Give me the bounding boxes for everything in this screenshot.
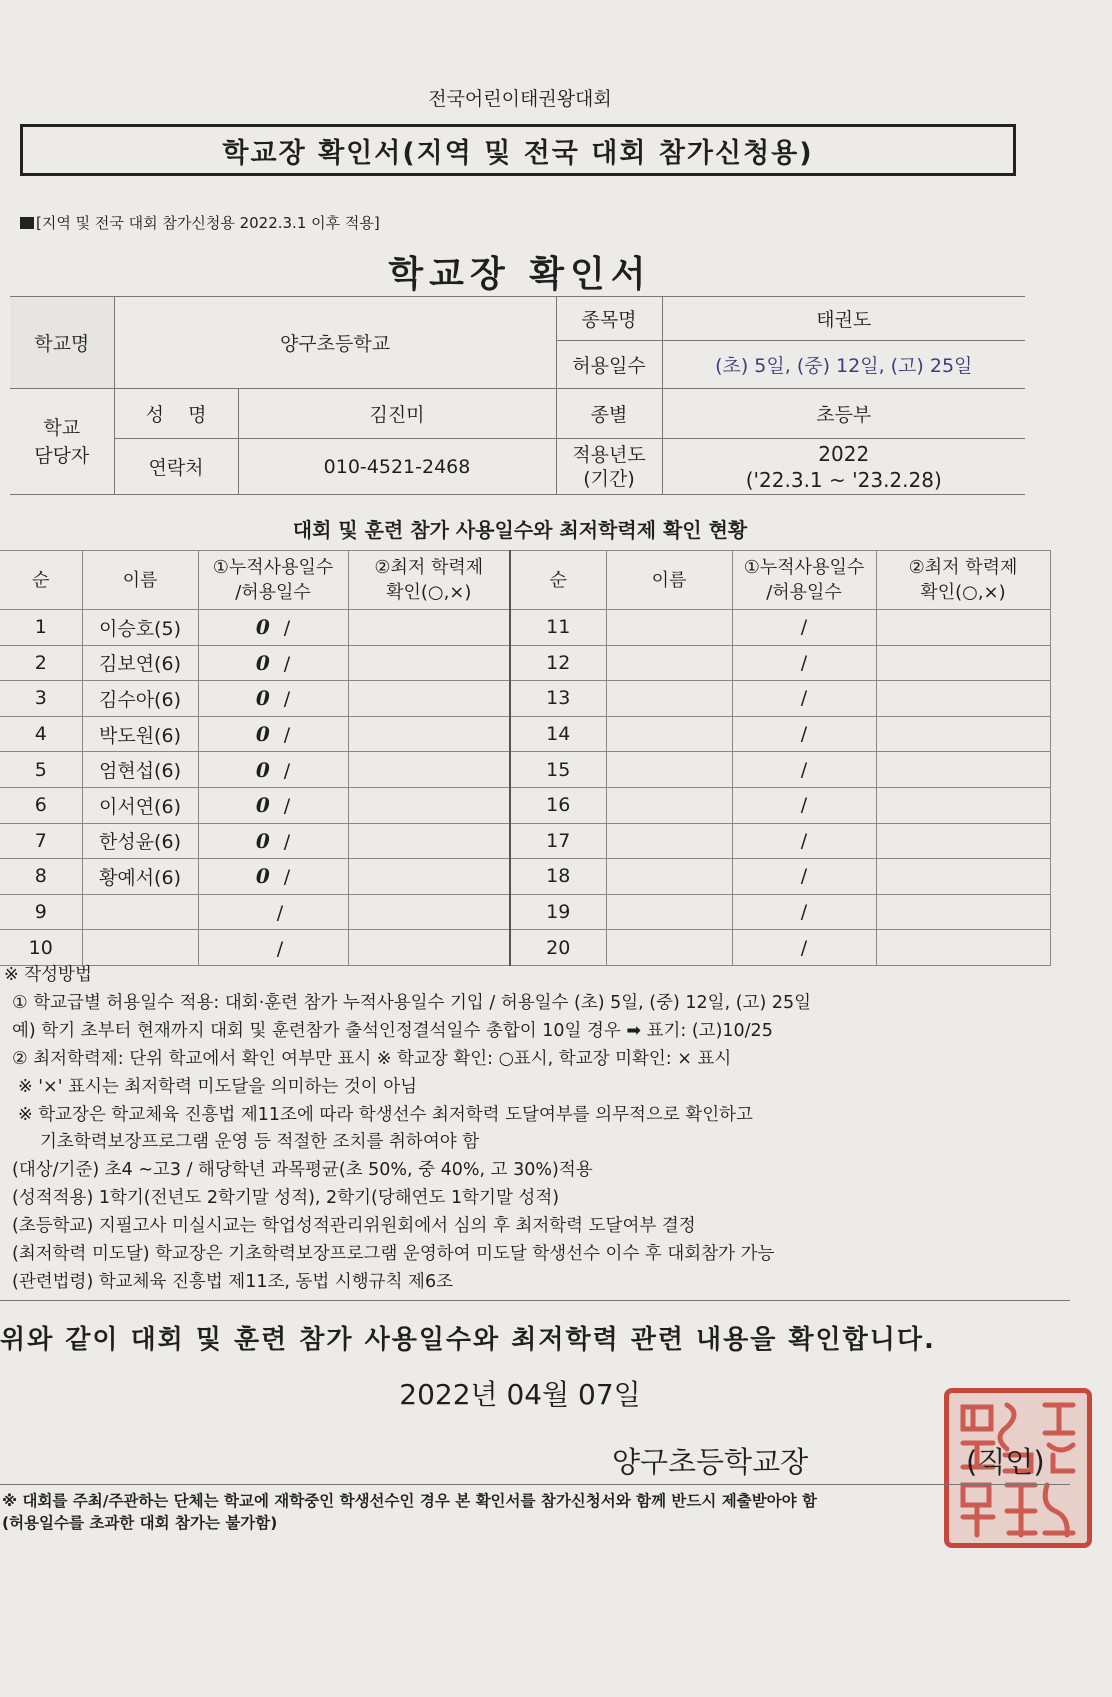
slash-separator: / xyxy=(283,688,291,711)
handwritten-days: 0 xyxy=(255,757,270,782)
student-name xyxy=(606,645,732,681)
used-days: / xyxy=(732,716,876,752)
student-name xyxy=(606,787,732,823)
instructions xyxy=(4,962,1064,1297)
footnote-line: (허용일수를 초과한 대회 참가는 불가함) xyxy=(2,1514,278,1532)
min-academic-check xyxy=(876,645,1050,681)
instruction-line: ② 최저학력제: 단위 학교에서 확인 여부만 표시 ※ 학교장 확인: ○표시, 학교장 미확인: × 표시 xyxy=(12,1048,732,1069)
handwritten-days: 0 xyxy=(255,722,270,747)
student-name: 이서연(6) xyxy=(82,787,198,823)
handwritten-days: 0 xyxy=(255,864,270,889)
student-name xyxy=(606,681,732,717)
used-days xyxy=(198,752,348,788)
name-label: 성 명 xyxy=(114,389,238,439)
row-no: 8 xyxy=(0,859,82,895)
row-no: 14 xyxy=(510,716,606,752)
row-no: 10 xyxy=(0,930,82,966)
handwritten-days: 0 xyxy=(255,828,270,853)
organization-name: 전국어린이태권왕대회 xyxy=(428,88,612,110)
student-name xyxy=(606,823,732,859)
used-days xyxy=(198,681,348,717)
used-days: / xyxy=(732,681,876,717)
school-value: 양구초등학교 xyxy=(114,297,556,389)
used-days xyxy=(198,823,348,859)
student-name xyxy=(606,859,732,895)
header-no: 순 xyxy=(0,551,82,610)
min-academic-check xyxy=(348,930,510,966)
phone-value: 010-4521-2468 xyxy=(238,439,556,495)
min-academic-check xyxy=(348,787,510,823)
min-academic-check xyxy=(876,681,1050,717)
slash-separator: / xyxy=(283,866,291,889)
instructions-heading: ※ 작성방법 xyxy=(4,965,92,985)
used-days: / xyxy=(732,645,876,681)
footnote-line: ※ 대회를 주최/주관하는 단체는 학교에 재학중인 학생선수인 경우 본 확인서를 참가신청서와 함께 반드시 제출받아야 함 xyxy=(2,1492,817,1510)
instruction-line: (대상/기준) 초4 ~고3 / 해당학년 과목평균(초 50%, 중 40%, 고 30%)적용 xyxy=(12,1160,593,1181)
row-no: 6 xyxy=(0,787,82,823)
min-academic-check xyxy=(348,894,510,930)
header-days: ①누적사용일수 /허용일수 xyxy=(198,551,348,610)
title-box xyxy=(20,124,1016,176)
contact-label: 학교 담당자 xyxy=(10,389,114,495)
info-table xyxy=(10,296,1025,495)
student-name xyxy=(606,716,732,752)
row-no: 12 xyxy=(510,645,606,681)
student-name xyxy=(82,930,198,966)
min-academic-check xyxy=(876,894,1050,930)
row-no: 5 xyxy=(0,752,82,788)
phone-label: 연락처 xyxy=(114,439,238,495)
issue-date: 2022년 04월 07일 xyxy=(399,1378,641,1411)
student-name: 박도원(6) xyxy=(82,716,198,752)
min-academic-check xyxy=(348,681,510,717)
event-value: 태권도 xyxy=(662,297,1025,341)
min-academic-check xyxy=(876,787,1050,823)
year-label: 적용년도 (기간) xyxy=(556,439,662,495)
used-days: / xyxy=(732,610,876,646)
table-row xyxy=(0,894,1050,930)
year-value: 2022 ('22.3.1 ~ '23.2.28) xyxy=(662,439,1025,495)
row-no: 4 xyxy=(0,716,82,752)
slash-separator: / xyxy=(283,652,291,675)
document-title: 학교장 확인서 xyxy=(388,254,652,295)
table-row xyxy=(0,859,1050,895)
table-row xyxy=(0,681,1050,717)
status-header-row xyxy=(0,551,1050,610)
student-name: 김보연(6) xyxy=(82,645,198,681)
min-academic-check xyxy=(348,752,510,788)
student-name: 엄현섭(6) xyxy=(82,752,198,788)
handwritten-days: 0 xyxy=(255,615,270,640)
row-no: 20 xyxy=(510,930,606,966)
slash-separator: / xyxy=(283,724,291,747)
table-row xyxy=(0,787,1050,823)
min-academic-check xyxy=(876,716,1050,752)
row-no: 9 xyxy=(0,894,82,930)
instruction-line: ※ '×' 표시는 최저학력 미도달을 의미하는 것이 아님 xyxy=(18,1076,418,1097)
min-academic-check xyxy=(348,645,510,681)
school-label: 학교명 xyxy=(10,297,114,389)
used-days xyxy=(198,930,348,966)
instruction-line: 예) 학기 초부터 현재까지 대회 및 훈련참가 출석인정결석일수 총합이 10일 경우 ➡ 표기: (고)10/25 xyxy=(12,1020,773,1041)
student-name: 황예서(6) xyxy=(82,859,198,895)
student-name xyxy=(606,930,732,966)
min-academic-check xyxy=(876,610,1050,646)
used-days xyxy=(198,645,348,681)
student-name xyxy=(606,752,732,788)
division-label: 종별 xyxy=(556,389,662,439)
student-name: 한성윤(6) xyxy=(82,823,198,859)
principal-signature: 양구초등학교장 xyxy=(612,1445,809,1479)
row-no: 13 xyxy=(510,681,606,717)
used-days xyxy=(198,610,348,646)
student-name xyxy=(606,610,732,646)
used-days xyxy=(198,894,348,930)
min-academic-check xyxy=(348,823,510,859)
slash-separator: / xyxy=(276,937,284,960)
title-box-text: 학교장 확인서(지역 및 전국 대회 참가신청용) xyxy=(222,137,814,169)
instruction-line: 기초학력보장프로그램 운영 등 적절한 조치를 취하여야 함 xyxy=(40,1132,480,1153)
instruction-line: (초등학교) 지필고사 미실시교는 학업성적관리위원회에서 심의 후 최저학력 도달여부 결정 xyxy=(12,1216,696,1237)
handwritten-days: 0 xyxy=(255,793,270,818)
used-days: / xyxy=(732,930,876,966)
note-text: [지역 및 전국 대회 참가신청용 2022.3.1 이후 적용] xyxy=(36,214,380,232)
row-no: 16 xyxy=(510,787,606,823)
header-check: ②최저 학력제 확인(○,×) xyxy=(348,551,510,610)
instruction-line: (성적적용) 1학기(전년도 2학기말 성적), 2학기(당해연도 1학기말 성적) xyxy=(12,1188,560,1209)
table-row xyxy=(0,610,1050,646)
name-value: 김진미 xyxy=(238,389,556,439)
min-academic-check xyxy=(876,930,1050,966)
status-title: 대회 및 훈련 참가 사용일수와 최저학력제 확인 현황 xyxy=(292,518,748,542)
instruction-line: (관련법령) 학교체육 진흥법 제11조, 동법 시행규칙 제6조 xyxy=(12,1271,453,1292)
slash-separator: / xyxy=(283,830,291,853)
min-academic-check xyxy=(348,610,510,646)
table-row xyxy=(0,930,1050,966)
table-row xyxy=(0,645,1050,681)
days-label: 허용일수 xyxy=(556,341,662,389)
confirmation-statement: 위와 같이 대회 및 훈련 참가 사용일수와 최저학력 관련 내용을 확인합니다. xyxy=(0,1325,936,1355)
student-name: 김수아(6) xyxy=(82,681,198,717)
used-days xyxy=(198,787,348,823)
handwritten-days: 0 xyxy=(255,650,270,675)
min-academic-check xyxy=(348,859,510,895)
row-no: 3 xyxy=(0,681,82,717)
table-row xyxy=(0,716,1050,752)
header-days-right: ①누적사용일수 /허용일수 xyxy=(732,551,876,610)
student-name xyxy=(82,894,198,930)
used-days xyxy=(198,716,348,752)
used-days xyxy=(198,859,348,895)
header-name: 이름 xyxy=(82,551,198,610)
header-check-right: ②최저 학력제 확인(○,×) xyxy=(876,551,1050,610)
slash-separator: / xyxy=(283,617,291,640)
used-days: / xyxy=(732,787,876,823)
row-no: 19 xyxy=(510,894,606,930)
row-no: 2 xyxy=(0,645,82,681)
instruction-line: ① 학교급별 허용일수 적용: 대회·훈련 참가 누적사용일수 기입 / 허용일수 (초) 5일, (중) 12일, (고) 25일 xyxy=(12,992,812,1013)
table-row xyxy=(0,752,1050,788)
min-academic-check xyxy=(876,823,1050,859)
row-no: 1 xyxy=(0,610,82,646)
days-value: (초) 5일, (중) 12일, (고) 25일 xyxy=(662,341,1025,389)
seal-label: (직인) xyxy=(966,1445,1045,1479)
event-label: 종목명 xyxy=(556,297,662,341)
row-no: 15 xyxy=(510,752,606,788)
min-academic-check xyxy=(348,716,510,752)
student-name: 이승호(5) xyxy=(82,610,198,646)
student-name xyxy=(606,894,732,930)
slash-separator: / xyxy=(283,795,291,818)
row-no: 11 xyxy=(510,610,606,646)
header-name-right: 이름 xyxy=(606,551,732,610)
slash-separator: / xyxy=(276,902,284,925)
division-value: 초등부 xyxy=(662,389,1025,439)
divider xyxy=(0,1300,1070,1301)
divider xyxy=(0,1484,1070,1485)
instruction-line: (최저학력 미도달) 학교장은 기초학력보장프로그램 운영하여 미도달 학생선수 이수 후 대회참가 가능 xyxy=(12,1244,775,1265)
table-row xyxy=(0,823,1050,859)
row-no: 7 xyxy=(0,823,82,859)
used-days: / xyxy=(732,752,876,788)
used-days: / xyxy=(732,859,876,895)
min-academic-check xyxy=(876,752,1050,788)
used-days: / xyxy=(732,894,876,930)
slash-separator: / xyxy=(283,759,291,782)
status-table xyxy=(0,550,1051,966)
applicability-note xyxy=(20,212,380,233)
square-bullet-icon xyxy=(20,217,34,229)
handwritten-days: 0 xyxy=(255,686,270,711)
used-days: / xyxy=(732,823,876,859)
instruction-line: ※ 학교장은 학교체육 진흥법 제11조에 따라 학생선수 최저학력 도달여부를 의무적으로 확인하고 xyxy=(18,1104,753,1125)
min-academic-check xyxy=(876,859,1050,895)
row-no: 18 xyxy=(510,859,606,895)
header-no-right: 순 xyxy=(510,551,606,610)
footnote xyxy=(2,1490,817,1534)
row-no: 17 xyxy=(510,823,606,859)
